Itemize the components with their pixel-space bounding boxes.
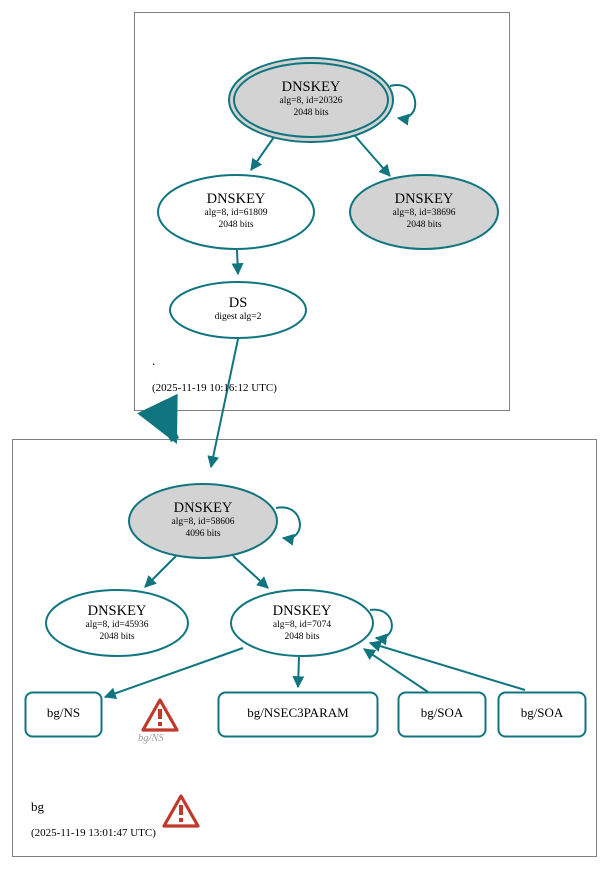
rrset-label-bg-soa-2: bg/SOA [520,705,564,720]
node-line2: alg=8, id=58606 [171,517,235,527]
warning-triangle-icon-bg-zone [164,796,198,826]
node-root-ds [170,282,306,338]
node-line3: 2048 bits [99,632,135,642]
node-line2: alg=8, id=61809 [204,208,268,218]
zone-label-bg: bg [31,799,44,814]
edge-ksk20326-to-key38696 [355,136,390,176]
node-title: DNSKEY [281,79,341,95]
node-line2: digest alg=2 [214,312,262,322]
node-line3: 2048 bits [284,632,320,642]
edge-root-zone-to-bg-zone [161,411,175,440]
zone-label-root: . [152,353,156,368]
node-root-ksk-20326-inner [234,63,388,137]
node-line2: alg=8, id=45936 [85,620,149,630]
node-line2: alg=8, id=20326 [279,96,343,106]
edge-7074-to-nsec3param [298,657,299,687]
edge-zsk61809-to-ds [237,250,238,274]
zone-timestamp-root: (2025-11-19 10:16:12 UTC) [152,382,277,394]
warning-label-bg-ns: bg/NS [138,733,164,744]
node-title: DNSKEY [87,603,147,619]
node-title: DNSKEY [394,191,454,207]
node-root-zsk-61809 [158,175,314,249]
rrset-label-bg-ns: bg/NS [46,705,81,720]
rrset-label-bg-nsec3param: bg/NSEC3PARAM [247,705,349,720]
edge-bgksk-to-45936 [145,556,176,587]
edge-ksk20326-to-zsk61809 [251,137,274,170]
node-title: DNSKEY [173,500,233,516]
edge-bgksk-to-7074 [233,556,268,588]
node-line2: alg=8, id=38696 [392,208,456,218]
edge-soa1-to-7074 [364,649,428,692]
edge-self-bg-ksk [276,507,300,538]
warning-triangle-icon-bg-ns [143,700,177,730]
node-line3: 4096 bits [185,529,221,539]
rrset-label-bg-soa-1: bg/SOA [420,705,464,720]
node-line3: 2048 bits [218,220,254,230]
node-bg-zsk-7074 [231,590,373,656]
edge-ds-to-bg-ksk [211,339,238,467]
node-line2: alg=8, id=7074 [272,620,332,630]
node-bg-key-45936 [46,590,188,656]
node-title: DNSKEY [272,603,332,619]
zone-timestamp-bg: (2025-11-19 13:01:47 UTC) [31,827,156,839]
node-line3: 2048 bits [293,108,329,118]
node-root-key-38696 [350,175,498,249]
node-bg-ksk-58606 [129,484,277,558]
node-title: DS [228,295,248,311]
edge-soa2-to-7074 [370,643,525,690]
node-line3: 2048 bits [406,220,442,230]
node-title: DNSKEY [206,191,266,207]
